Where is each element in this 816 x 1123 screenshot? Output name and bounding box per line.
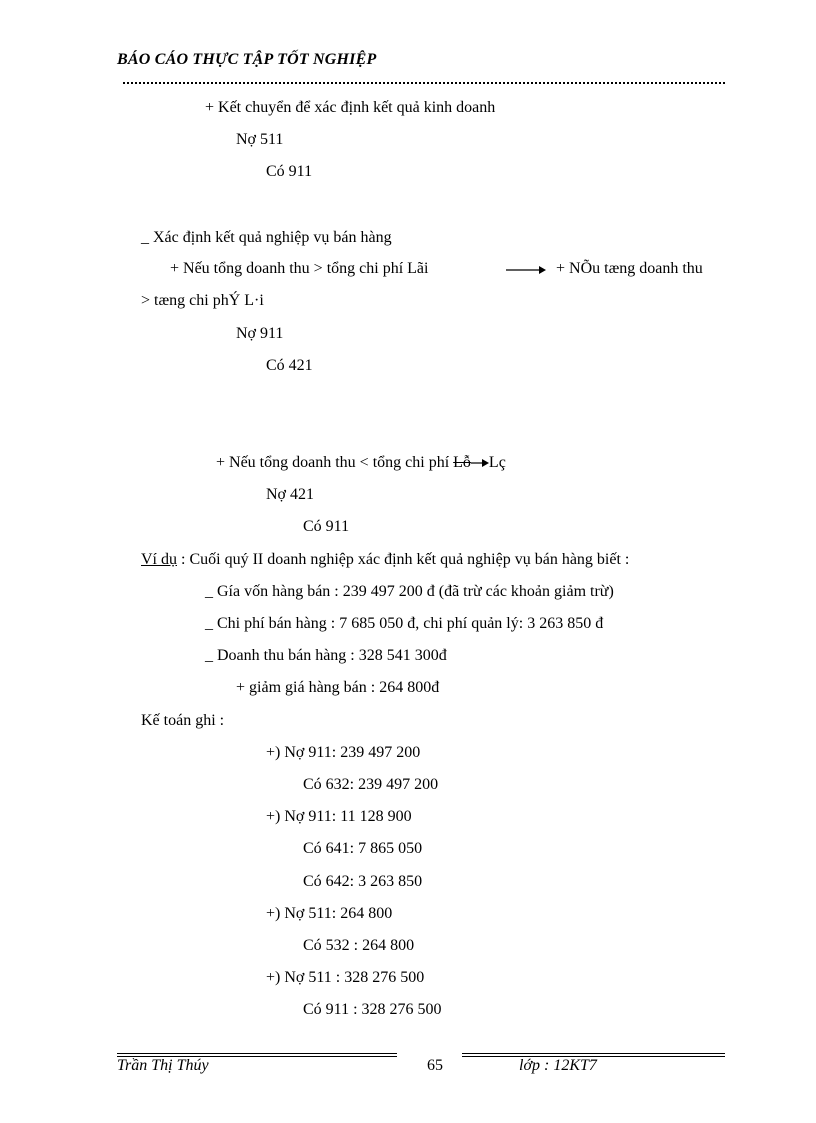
entry-2-co-642: Có 642: 3 263 850 [303,873,423,890]
entry-2-co-641: Có 641: 7 865 050 [303,840,423,857]
line-chi-phi: _ Chi phí bán hàng : 7 685 050 đ, chi phí quản lý: 3 263 850 đ [205,615,604,632]
line-ke-toan: Kế toán ghi : [141,712,225,729]
entry-4-no: +) Nợ 511 : 328 276 500 [266,969,425,986]
footer-author: Trần Thị Thúy [117,1057,209,1074]
entry-1-co: Có 632: 239 497 200 [303,776,439,793]
line-co-911: Có 911 [266,163,313,180]
line-neu-lai: + Nếu tổng doanh thu > tổng chi phí Lãi [170,260,429,277]
vi-du-text: : Cuối quý II doanh nghiệp xác định kết quả nghiệp vụ bán hàng biết : [177,551,630,568]
entry-1-no: +) Nợ 911: 239 497 200 [266,744,421,761]
line-no-421: Nợ 421 [266,486,315,503]
line-ket-chuyen: + Kết chuyển để xác định kết quả kinh doanh [205,99,496,116]
footer-class: lớp : 12KT7 [519,1057,597,1074]
arrow-right-icon [506,263,546,277]
header-title: BÁO CÁO THỰC TẬP TỐT NGHIỆP [117,51,377,68]
entry-4-co: Có 911 : 328 276 500 [303,1001,442,1018]
line-co-911b: Có 911 [303,518,350,535]
line-neu-lo [216,453,506,473]
line-doanh-thu: _ Doanh thu bán hàng : 328 541 300đ [205,647,447,664]
line-neu-lai-font: + NÕu tæng doanh thu [556,260,703,277]
entry-3-no: +) Nợ 511: 264 800 [266,905,393,922]
line-vi-du [141,550,629,570]
line-giam-gia: + giảm giá hàng bán : 264 800đ [236,679,440,696]
vi-du-label: Ví dụ [141,551,177,568]
line-xac-dinh: _ Xác định kết quả nghiệp vụ bán hàng [141,229,392,246]
line-no-511: Nợ 511 [236,131,284,148]
arrow-right-icon [471,457,489,469]
line-no-911: Nợ 911 [236,325,284,342]
line-neu-lo-font: Lç [488,454,506,471]
line-neu-lo-struck: Lỗ [453,454,471,471]
entry-3-co: Có 532 : 264 800 [303,937,415,954]
entry-2-no: +) Nợ 911: 11 128 900 [266,808,412,825]
line-co-421: Có 421 [266,357,313,374]
line-gia-von: _ Gía vốn hàng bán : 239 497 200 đ (đã trừ các khoản giảm trừ) [205,583,614,600]
line-lai-cont: > tæng chi phÝ L·i [141,292,264,309]
header-divider [123,82,725,84]
line-neu-lo-text: + Nếu tổng doanh thu < tổng chi phí [216,454,454,471]
footer-page-number: 65 [427,1057,443,1074]
